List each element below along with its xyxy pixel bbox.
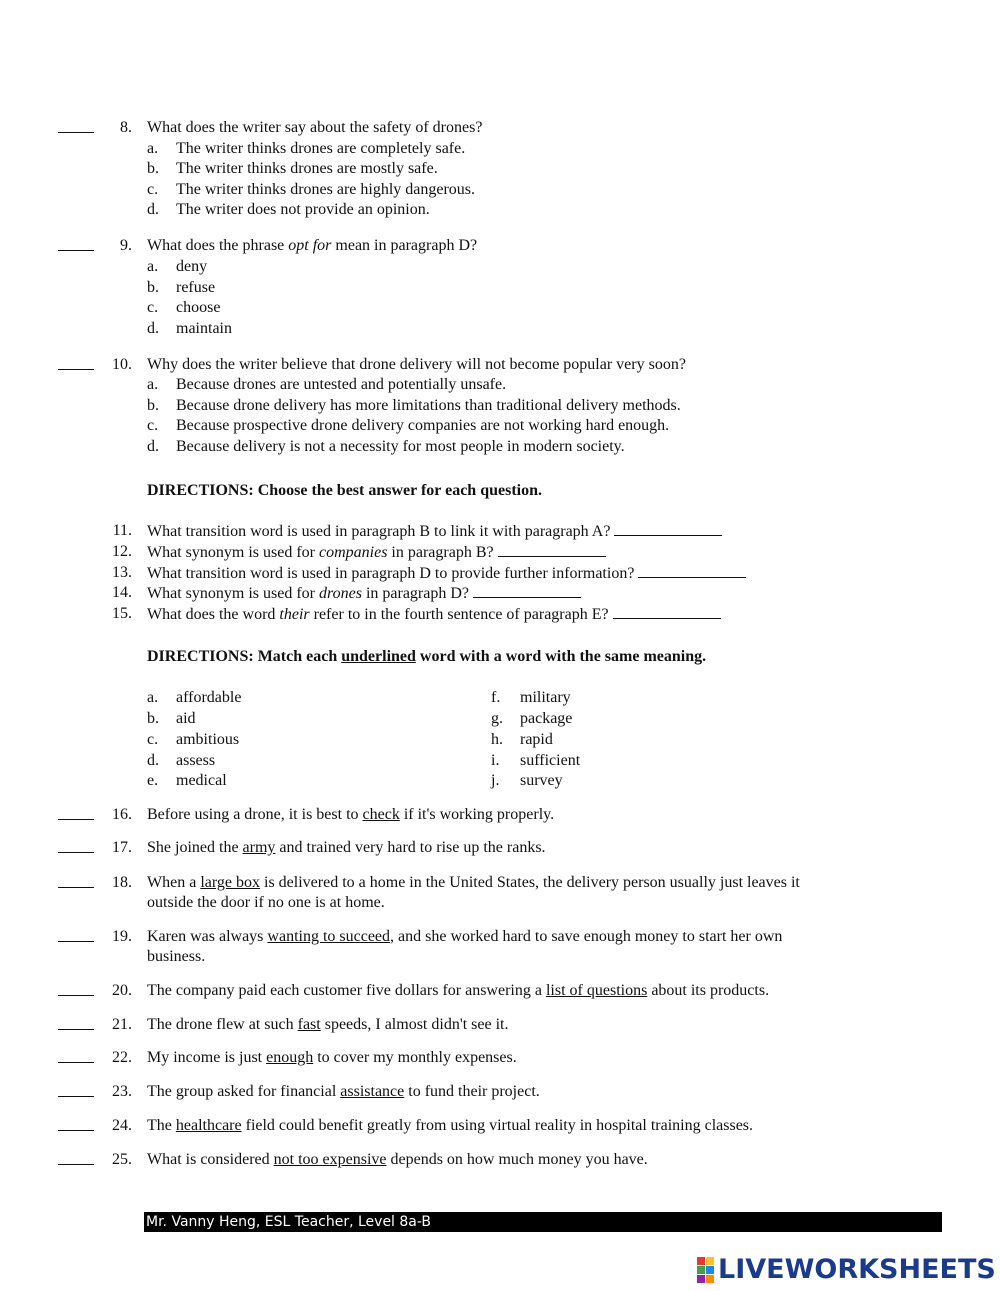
word-bank-letter: b.	[147, 710, 159, 727]
word-bank-word: affordable	[176, 689, 242, 706]
option-letter: c.	[147, 417, 159, 434]
answer-line-12[interactable]	[498, 542, 606, 557]
question-number: 12.	[112, 543, 132, 560]
word-bank-letter: i.	[491, 752, 500, 769]
sentence: The drone flew at such fast speeds, I almost didn't see it.	[147, 1016, 509, 1033]
option-letter: a.	[147, 140, 159, 157]
liveworksheets-logo[interactable]	[697, 1256, 996, 1284]
question-number: 11.	[112, 522, 132, 539]
word-bank-letter: g.	[491, 710, 503, 727]
question-text: What does the word their refer to in the fourth sentence of paragraph E?	[147, 604, 721, 625]
word-bank-word: package	[520, 710, 573, 727]
question-number: 10.	[112, 356, 132, 373]
answer-blank-23[interactable]	[58, 1082, 94, 1097]
sentence: The company paid each customer five dollars for answering a list of questions about its products.	[147, 982, 770, 999]
question-text: What does the writer say about the safety of drones?	[147, 119, 483, 136]
answer-blank-8[interactable]	[58, 118, 94, 133]
option-letter: c.	[147, 181, 159, 198]
answer-blank-18[interactable]	[58, 873, 94, 888]
sentence: Karen was always wanting to succeed, and she worked hard to save enough money to start her own	[147, 928, 783, 945]
logo-cell	[697, 1266, 705, 1274]
question-number: 18.	[112, 874, 132, 891]
word-bank-word: military	[520, 689, 571, 706]
word-bank-letter: j.	[491, 772, 500, 789]
option-letter: d.	[147, 201, 159, 218]
word-bank-word: survey	[520, 772, 563, 789]
option-letter: a.	[147, 376, 159, 393]
answer-blank-16[interactable]	[58, 805, 94, 820]
logo-text: LIVEWORKSHEETS	[718, 1254, 996, 1285]
option-letter: a.	[147, 258, 159, 275]
word-bank-word: aid	[176, 710, 196, 727]
sentence: My income is just enough to cover my monthly expenses.	[147, 1049, 517, 1066]
answer-blank-10[interactable]	[58, 355, 94, 370]
word-bank-letter: a.	[147, 689, 159, 706]
option-text: maintain	[176, 320, 232, 337]
word-bank-letter: c.	[147, 731, 159, 748]
answer-blank-24[interactable]	[58, 1116, 94, 1131]
question-number: 9.	[120, 237, 132, 254]
option-text: The writer does not provide an opinion.	[176, 201, 430, 218]
option-text: deny	[176, 258, 208, 275]
sentence-continuation: business.	[147, 948, 206, 965]
option-text: refuse	[176, 279, 216, 296]
sentence: The healthcare field could benefit greatly from using virtual reality in hospital training classes.	[147, 1117, 754, 1134]
option-text: The writer thinks drones are completely safe.	[176, 140, 466, 157]
option-text: choose	[176, 299, 221, 316]
sentence: The group asked for financial assistance to fund their project.	[147, 1083, 540, 1100]
logo-cell	[697, 1275, 705, 1283]
answer-line-13[interactable]	[638, 563, 746, 578]
question-number: 15.	[112, 605, 132, 622]
option-text: Because delivery is not a necessity for most people in modern society.	[176, 438, 625, 455]
answer-line-15[interactable]	[613, 604, 721, 619]
option-letter: d.	[147, 438, 159, 455]
question-number: 21.	[112, 1016, 132, 1033]
answer-line-14[interactable]	[473, 583, 581, 598]
option-letter: d.	[147, 320, 159, 337]
question-number: 23.	[112, 1083, 132, 1100]
question-text: What synonym is used for drones in paragraph D?	[147, 583, 581, 604]
sentence: She joined the army and trained very hard to rise up the ranks.	[147, 839, 546, 856]
word-bank-word: sufficient	[520, 752, 581, 769]
option-text: The writer thinks drones are mostly safe.	[176, 160, 438, 177]
directions-heading: DIRECTIONS: Match each underlined word with a word with the same meaning.	[147, 648, 707, 665]
answer-blank-22[interactable]	[58, 1048, 94, 1063]
question-number: 25.	[112, 1151, 132, 1168]
option-text: Because prospective drone delivery companies are not working hard enough.	[176, 417, 670, 434]
question-text: Why does the writer believe that drone delivery will not become popular very soon?	[147, 356, 686, 373]
question-text: What synonym is used for companies in paragraph B?	[147, 542, 606, 563]
footer-bar: Mr. Vanny Heng, ESL Teacher, Level 8a-B	[144, 1212, 942, 1232]
logo-cell	[706, 1257, 714, 1265]
question-number: 13.	[112, 564, 132, 581]
sentence-continuation: outside the door if no one is at home.	[147, 894, 385, 911]
sentence: Before using a drone, it is best to check if it's working properly.	[147, 806, 555, 823]
answer-blank-25[interactable]	[58, 1150, 94, 1165]
word-bank-letter: f.	[491, 689, 501, 706]
option-letter: b.	[147, 397, 159, 414]
option-text: The writer thinks drones are highly dangerous.	[176, 181, 476, 198]
option-letter: b.	[147, 279, 159, 296]
question-number: 14.	[112, 584, 132, 601]
question-number: 8.	[120, 119, 132, 136]
sentence: When a large box is delivered to a home in the United States, the delivery person usually just leaves it	[147, 874, 800, 891]
answer-line-11[interactable]	[614, 521, 722, 536]
logo-cell	[706, 1266, 714, 1274]
word-bank-letter: h.	[491, 731, 503, 748]
answer-blank-20[interactable]	[58, 981, 94, 996]
directions-heading: DIRECTIONS: Choose the best answer for each question.	[147, 482, 542, 499]
word-bank-word: assess	[176, 752, 216, 769]
question-number: 20.	[112, 982, 132, 999]
question-number: 16.	[112, 806, 132, 823]
word-bank-letter: d.	[147, 752, 159, 769]
question-number: 19.	[112, 928, 132, 945]
option-letter: b.	[147, 160, 159, 177]
word-bank-word: rapid	[520, 731, 553, 748]
question-number: 17.	[112, 839, 132, 856]
option-text: Because drone delivery has more limitations than traditional delivery methods.	[176, 397, 681, 414]
option-text: Because drones are untested and potentially unsafe.	[176, 376, 507, 393]
question-number: 22.	[112, 1049, 132, 1066]
word-bank-word: medical	[176, 772, 227, 789]
logo-cell	[697, 1257, 705, 1265]
answer-blank-21[interactable]	[58, 1015, 94, 1030]
question-number: 24.	[112, 1117, 132, 1134]
option-letter: c.	[147, 299, 159, 316]
answer-blank-17[interactable]	[58, 838, 94, 853]
word-bank-word: ambitious	[176, 731, 240, 748]
logo-icon	[697, 1257, 714, 1283]
question-text: What does the phrase opt for mean in paragraph D?	[147, 237, 478, 254]
word-bank-letter: e.	[147, 772, 159, 789]
answer-blank-9[interactable]	[58, 236, 94, 251]
logo-cell	[706, 1275, 714, 1283]
sentence: What is considered not too expensive depends on how much money you have.	[147, 1151, 648, 1168]
answer-blank-19[interactable]	[58, 927, 94, 942]
question-text: What transition word is used in paragraph D to provide further information?	[147, 563, 746, 584]
question-text: What transition word is used in paragraph B to link it with paragraph A?	[147, 521, 722, 542]
